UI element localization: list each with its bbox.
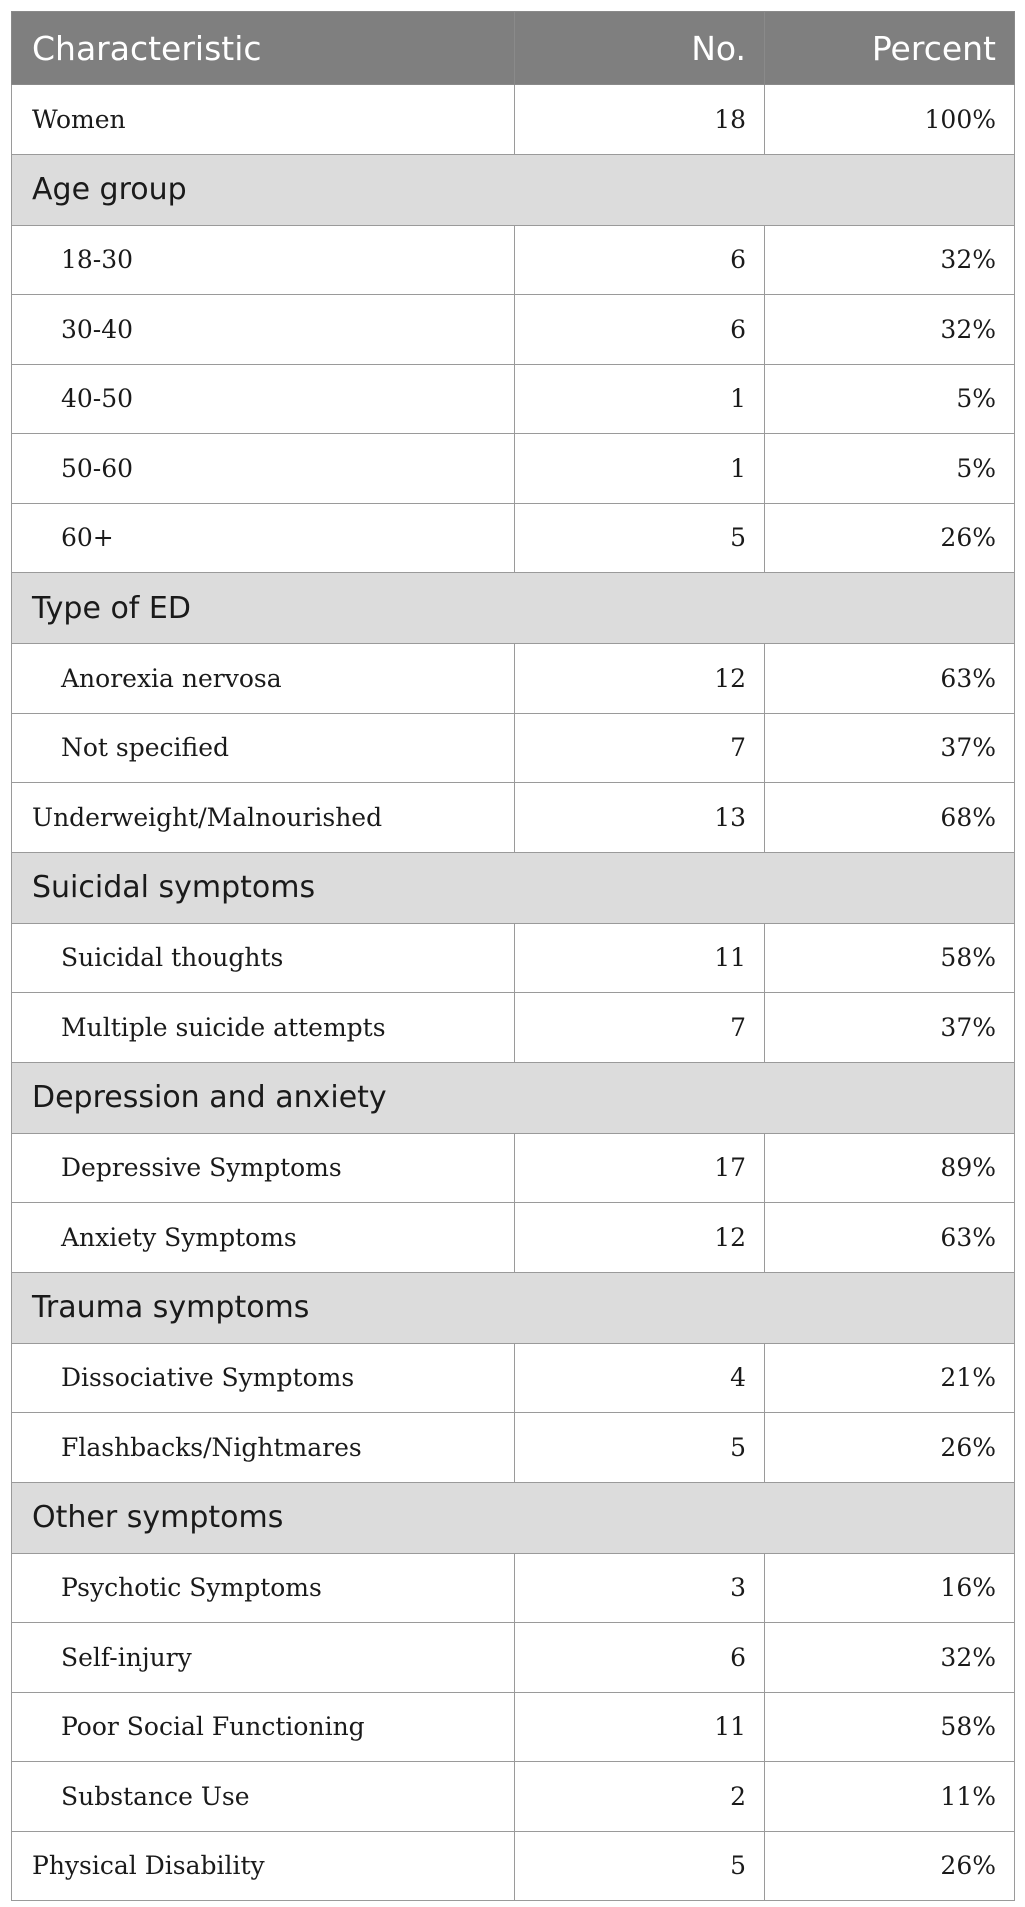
table-row bbox=[12, 923, 1015, 993]
table-row bbox=[12, 1553, 1015, 1623]
row-percent: 16% bbox=[765, 1553, 1015, 1623]
row-label: Not specified bbox=[12, 713, 515, 783]
table-row bbox=[12, 644, 1015, 714]
table-row bbox=[12, 295, 1015, 365]
row-label: Dissociative Symptoms bbox=[12, 1343, 515, 1413]
group-label: Depression and anxiety bbox=[12, 1062, 1015, 1133]
row-label: Psychotic Symptoms bbox=[12, 1553, 515, 1623]
row-count: 3 bbox=[515, 1553, 765, 1623]
row-percent: 58% bbox=[765, 923, 1015, 993]
row-label: Self-injury bbox=[12, 1623, 515, 1693]
table-row bbox=[12, 225, 1015, 295]
row-percent: 89% bbox=[765, 1133, 1015, 1203]
table-row bbox=[12, 434, 1015, 504]
row-count: 6 bbox=[515, 225, 765, 295]
row-count: 1 bbox=[515, 434, 765, 504]
characteristics-table bbox=[11, 11, 1015, 1901]
row-label: Substance Use bbox=[12, 1762, 515, 1832]
row-percent: 37% bbox=[765, 993, 1015, 1063]
group-label: Age group bbox=[12, 154, 1015, 225]
table-row bbox=[12, 1762, 1015, 1832]
header-percent: Percent bbox=[765, 12, 1015, 85]
row-count: 18 bbox=[515, 85, 765, 155]
table-group-row bbox=[12, 154, 1015, 225]
table-header-row bbox=[12, 12, 1015, 85]
table-row bbox=[12, 503, 1015, 573]
row-percent: 11% bbox=[765, 1762, 1015, 1832]
row-label: 50-60 bbox=[12, 434, 515, 504]
table-row bbox=[12, 1692, 1015, 1762]
row-count: 11 bbox=[515, 923, 765, 993]
row-label: 40-50 bbox=[12, 364, 515, 434]
table-row bbox=[12, 364, 1015, 434]
row-count: 11 bbox=[515, 1692, 765, 1762]
row-label: Physical Disability bbox=[12, 1831, 515, 1901]
row-label: Flashbacks/Nightmares bbox=[12, 1413, 515, 1483]
table-group-row bbox=[12, 573, 1015, 644]
table-row bbox=[12, 713, 1015, 783]
row-count: 4 bbox=[515, 1343, 765, 1413]
row-count: 6 bbox=[515, 295, 765, 365]
table-group-row bbox=[12, 1062, 1015, 1133]
row-label: Depressive Symptoms bbox=[12, 1133, 515, 1203]
row-count: 1 bbox=[515, 364, 765, 434]
row-count: 7 bbox=[515, 713, 765, 783]
row-count: 2 bbox=[515, 1762, 765, 1832]
table-row bbox=[12, 85, 1015, 155]
table-row bbox=[12, 783, 1015, 853]
table-row bbox=[12, 1133, 1015, 1203]
table-row bbox=[12, 1343, 1015, 1413]
table-row bbox=[12, 993, 1015, 1063]
row-percent: 5% bbox=[765, 434, 1015, 504]
row-label: Anxiety Symptoms bbox=[12, 1203, 515, 1273]
row-percent: 63% bbox=[765, 1203, 1015, 1273]
row-count: 5 bbox=[515, 1831, 765, 1901]
row-label: 60+ bbox=[12, 503, 515, 573]
row-count: 12 bbox=[515, 1203, 765, 1273]
header-no: No. bbox=[515, 12, 765, 85]
row-percent: 100% bbox=[765, 85, 1015, 155]
row-count: 12 bbox=[515, 644, 765, 714]
row-label: Women bbox=[12, 85, 515, 155]
row-count: 5 bbox=[515, 503, 765, 573]
row-percent: 63% bbox=[765, 644, 1015, 714]
row-label: Multiple suicide attempts bbox=[12, 993, 515, 1063]
row-count: 17 bbox=[515, 1133, 765, 1203]
table-group-row bbox=[12, 852, 1015, 923]
table-group-row bbox=[12, 1482, 1015, 1553]
row-percent: 32% bbox=[765, 1623, 1015, 1693]
row-percent: 26% bbox=[765, 503, 1015, 573]
row-label: 18-30 bbox=[12, 225, 515, 295]
row-percent: 37% bbox=[765, 713, 1015, 783]
row-percent: 26% bbox=[765, 1831, 1015, 1901]
row-label: Poor Social Functioning bbox=[12, 1692, 515, 1762]
group-label: Other symptoms bbox=[12, 1482, 1015, 1553]
row-count: 6 bbox=[515, 1623, 765, 1693]
header-characteristic: Characteristic bbox=[12, 12, 515, 85]
group-label: Suicidal symptoms bbox=[12, 852, 1015, 923]
group-label: Type of ED bbox=[12, 573, 1015, 644]
row-percent: 58% bbox=[765, 1692, 1015, 1762]
table-row bbox=[12, 1413, 1015, 1483]
row-percent: 68% bbox=[765, 783, 1015, 853]
row-percent: 26% bbox=[765, 1413, 1015, 1483]
row-percent: 5% bbox=[765, 364, 1015, 434]
row-label: 30-40 bbox=[12, 295, 515, 365]
table-row bbox=[12, 1203, 1015, 1273]
table-row bbox=[12, 1623, 1015, 1693]
group-label: Trauma symptoms bbox=[12, 1272, 1015, 1343]
row-count: 13 bbox=[515, 783, 765, 853]
table-group-row bbox=[12, 1272, 1015, 1343]
row-percent: 21% bbox=[765, 1343, 1015, 1413]
row-percent: 32% bbox=[765, 295, 1015, 365]
row-label: Anorexia nervosa bbox=[12, 644, 515, 714]
table-row bbox=[12, 1831, 1015, 1901]
row-label: Underweight/Malnourished bbox=[12, 783, 515, 853]
row-label: Suicidal thoughts bbox=[12, 923, 515, 993]
row-count: 7 bbox=[515, 993, 765, 1063]
row-count: 5 bbox=[515, 1413, 765, 1483]
row-percent: 32% bbox=[765, 225, 1015, 295]
table-body bbox=[12, 85, 1015, 1901]
